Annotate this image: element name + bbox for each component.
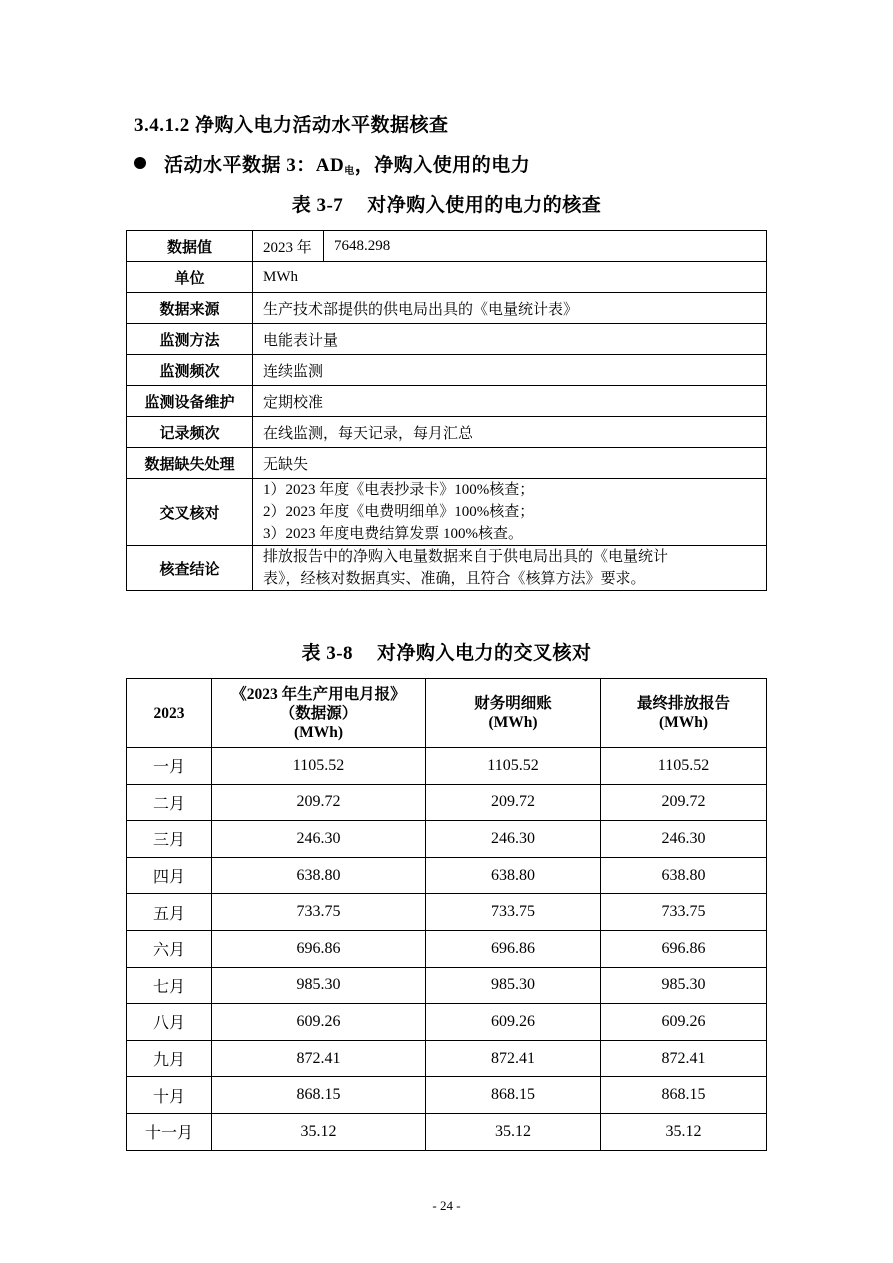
table-row	[127, 1004, 767, 1041]
header-year	[127, 679, 212, 748]
table2-caption	[0, 638, 893, 665]
table-row	[127, 355, 767, 386]
value-cell: 609.26	[426, 1004, 601, 1041]
table-row	[127, 262, 767, 293]
row-value: MWh	[253, 262, 767, 293]
row-label: 监测设备维护	[127, 386, 253, 417]
value-cell: 246.30	[426, 821, 601, 858]
month-cell: 一月	[127, 748, 212, 785]
data-value: 7648.298	[324, 231, 767, 262]
header-final-report	[601, 679, 767, 748]
table-row	[127, 324, 767, 355]
month-cell: 四月	[127, 857, 212, 894]
row-label: 数据值	[127, 231, 253, 262]
header-line: (MWh)	[293, 723, 344, 741]
month-cell: 七月	[127, 967, 212, 1004]
header-line: (MWh)	[658, 714, 709, 731]
value-cell: 209.72	[426, 784, 601, 821]
value-cell: 209.72	[212, 784, 426, 821]
month-cell: 十月	[127, 1077, 212, 1114]
row-value: 连续监测	[253, 355, 767, 386]
cross-check-line: 2）2023 年度《电费明细单》100%核查；	[263, 504, 535, 520]
cross-check-line: 1）2023 年度《电表抄录卡》100%核查；	[263, 482, 535, 498]
value-cell: 638.80	[212, 857, 426, 894]
value-cell: 872.41	[426, 1040, 601, 1077]
value-cell: 35.12	[426, 1113, 601, 1150]
month-cell: 二月	[127, 784, 212, 821]
header-line: 2023	[153, 704, 185, 722]
row-value: 生产技术部提供的供电局出具的《电量统计表》	[253, 293, 767, 324]
conclusion-line: 表》，经核对数据真实、准确，且符合《核算方法》要求。	[263, 571, 646, 587]
verification-table	[126, 230, 767, 591]
value-cell: 733.75	[212, 894, 426, 931]
table-header-row	[127, 679, 767, 748]
table-row	[127, 821, 767, 858]
conclusion-cell	[253, 546, 767, 591]
value-cell: 35.12	[601, 1113, 767, 1150]
row-label: 交叉核对	[127, 479, 253, 546]
row-value: 定期校准	[253, 386, 767, 417]
cross-check-line: 3）2023 年度电费结算发票 100%核查。	[263, 526, 523, 542]
header-monthly-report	[212, 679, 426, 748]
bullet-text: 活动水平数据 3：AD	[164, 155, 345, 176]
header-line: 《2023 年生产用电月报》	[231, 685, 406, 703]
cross-check-table	[126, 678, 767, 1151]
page-number: - 24 -	[432, 1198, 461, 1213]
table-row	[127, 293, 767, 324]
month-cell: 三月	[127, 821, 212, 858]
header-line: 财务明细账	[474, 695, 552, 712]
data-year: 2023 年	[253, 231, 324, 262]
month-cell: 八月	[127, 1004, 212, 1041]
header-ledger	[426, 679, 601, 748]
table1-caption-number: 表 3-7	[291, 195, 344, 216]
value-cell: 696.86	[426, 930, 601, 967]
table-row	[127, 784, 767, 821]
bullet-dot-icon	[134, 157, 146, 169]
value-cell: 1105.52	[212, 748, 426, 785]
value-cell: 985.30	[601, 967, 767, 1004]
value-cell: 733.75	[426, 894, 601, 931]
bullet-item	[134, 150, 530, 177]
value-cell: 696.86	[601, 930, 767, 967]
conclusion-line: 排放报告中的净购入电量数据来自于供电局出具的《电量统计	[263, 549, 669, 565]
row-label: 数据来源	[127, 293, 253, 324]
bullet-subscript: 电	[344, 166, 355, 177]
table-row	[127, 417, 767, 448]
table-row	[127, 930, 767, 967]
value-cell: 985.30	[426, 967, 601, 1004]
value-cell: 638.80	[426, 857, 601, 894]
row-label: 监测方法	[127, 324, 253, 355]
table-row	[127, 546, 767, 591]
table1-caption	[0, 190, 893, 217]
value-cell: 985.30	[212, 967, 426, 1004]
cross-check-cell	[253, 479, 767, 546]
header-line: （数据源）	[279, 704, 358, 722]
value-cell: 638.80	[601, 857, 767, 894]
table-row	[127, 967, 767, 1004]
value-cell: 696.86	[212, 930, 426, 967]
bullet-suffix: ，净购入使用的电力	[354, 155, 531, 176]
row-value: 电能表计量	[253, 324, 767, 355]
table2-caption-number: 表 3-8	[301, 643, 354, 664]
value-cell: 609.26	[601, 1004, 767, 1041]
table-row	[127, 448, 767, 479]
row-value: 在线监测，每天记录，每月汇总	[253, 417, 767, 448]
row-label: 记录频次	[127, 417, 253, 448]
value-cell: 1105.52	[601, 748, 767, 785]
header-line: 最终排放报告	[636, 695, 730, 712]
month-cell: 六月	[127, 930, 212, 967]
table-row	[127, 748, 767, 785]
table-row	[127, 231, 767, 262]
section-heading: 3.4.1.2 净购入电力活动水平数据核查	[134, 115, 449, 136]
header-line: (MWh)	[488, 714, 538, 731]
table1-caption-title: 对净购入使用的电力的核查	[367, 195, 602, 216]
row-label: 核查结论	[127, 546, 253, 591]
value-cell: 246.30	[212, 821, 426, 858]
cross-check-table-body	[127, 748, 767, 1151]
table2-caption-title: 对净购入电力的交叉核对	[377, 643, 592, 664]
table-row	[127, 386, 767, 417]
month-cell: 十一月	[127, 1113, 212, 1150]
value-cell: 609.26	[212, 1004, 426, 1041]
row-label: 单位	[127, 262, 253, 293]
row-value: 无缺失	[253, 448, 767, 479]
value-cell: 872.41	[601, 1040, 767, 1077]
row-label: 数据缺失处理	[127, 448, 253, 479]
value-cell: 868.15	[212, 1077, 426, 1114]
value-cell: 733.75	[601, 894, 767, 931]
table-row	[127, 1113, 767, 1150]
table-row	[127, 894, 767, 931]
value-cell: 868.15	[601, 1077, 767, 1114]
value-cell: 209.72	[601, 784, 767, 821]
month-cell: 五月	[127, 894, 212, 931]
row-label: 监测频次	[127, 355, 253, 386]
table-row	[127, 479, 767, 546]
value-cell: 872.41	[212, 1040, 426, 1077]
value-cell: 246.30	[601, 821, 767, 858]
value-cell: 868.15	[426, 1077, 601, 1114]
value-cell: 35.12	[212, 1113, 426, 1150]
value-cell: 1105.52	[426, 748, 601, 785]
table-row	[127, 857, 767, 894]
table-row	[127, 1077, 767, 1114]
table-row	[127, 1040, 767, 1077]
month-cell: 九月	[127, 1040, 212, 1077]
